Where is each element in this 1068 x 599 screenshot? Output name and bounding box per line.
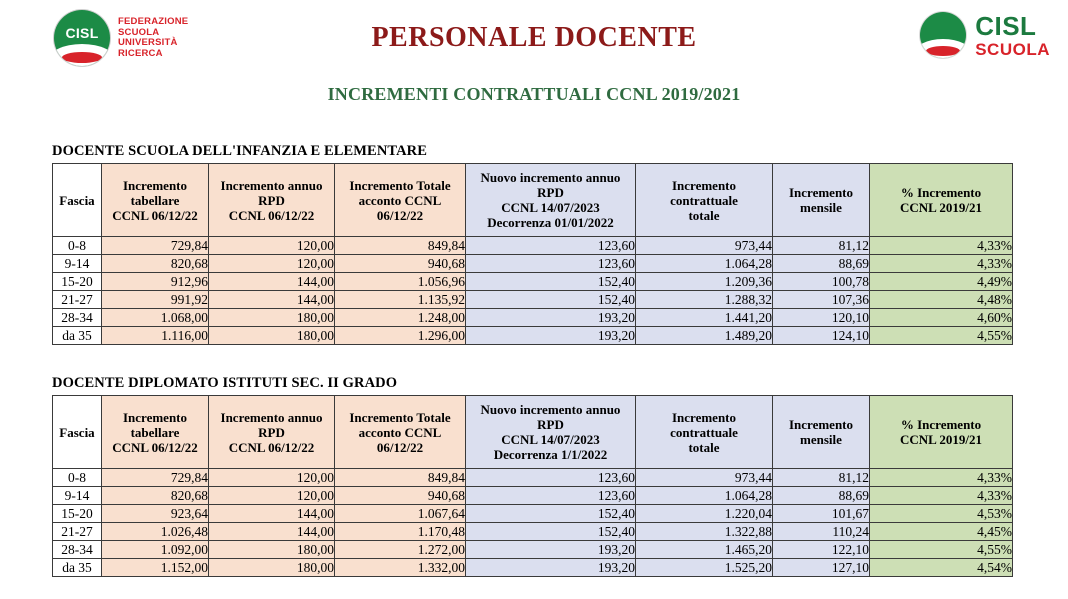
table-cell: 1.272,00: [335, 541, 466, 559]
column-header-line: Incremento Totale: [349, 177, 451, 193]
cisl-circle-icon-right: [920, 12, 966, 58]
table-cell: 4,49%: [870, 273, 1013, 291]
table-header-row: [53, 164, 1013, 237]
table-cell: 120,00: [209, 237, 335, 255]
table-cell: 180,00: [209, 559, 335, 577]
column-header-line: Incremento: [122, 409, 188, 425]
page-title: PERSONALE DOCENTE: [371, 22, 697, 53]
column-header-line: Fascia: [59, 192, 95, 208]
column-header-line: contrattuale: [670, 424, 738, 440]
column-header-5: [636, 164, 773, 237]
column-header-7: [870, 164, 1013, 237]
table-cell: 152,40: [466, 505, 636, 523]
table-cell: 1.116,00: [102, 327, 209, 345]
table-cell: 120,00: [209, 469, 335, 487]
column-header-line: CCNL 2019/21: [900, 432, 982, 447]
table-row: [53, 237, 1013, 255]
column-header-line: mensile: [800, 200, 842, 215]
row-label: 15-20: [53, 505, 102, 523]
row-label: 28-34: [53, 541, 102, 559]
table-row: [53, 309, 1013, 327]
table-cell: 127,10: [773, 559, 870, 577]
column-header-line: acconto CCNL: [358, 192, 442, 208]
table-cell: 820,68: [102, 255, 209, 273]
table-cell: 4,55%: [870, 327, 1013, 345]
federazione-line-4: RICERCA: [118, 47, 163, 59]
table-cell: 1.220,04: [636, 505, 773, 523]
federazione-line-1: FEDERAZIONE: [118, 16, 189, 27]
column-header-line: Decorrenza 01/01/2022: [487, 215, 614, 230]
table-cell: 193,20: [466, 309, 636, 327]
table-cell: 88,69: [773, 255, 870, 273]
table-cell: 4,54%: [870, 559, 1013, 577]
table-row: [53, 469, 1013, 487]
table-cell: 973,44: [636, 469, 773, 487]
cisl-scuola-wordmark: [975, 10, 1050, 59]
row-label: da 35: [53, 559, 102, 577]
column-header-2: [209, 164, 335, 237]
table-cell: 991,92: [102, 291, 209, 309]
logo-cisl-scuola: [920, 12, 1050, 58]
column-header-4: [466, 396, 636, 469]
table-cell: 120,10: [773, 309, 870, 327]
page-subtitle: INCREMENTI CONTRATTUALI CCNL 2019/2021: [327, 84, 741, 104]
table-body: [53, 237, 1013, 345]
table-cell: 152,40: [466, 273, 636, 291]
table-cell: 193,20: [466, 327, 636, 345]
column-header-0: [53, 164, 102, 237]
column-header-line: RPD: [537, 185, 564, 200]
table-cell: 1.170,48: [335, 523, 466, 541]
table-row: [53, 523, 1013, 541]
table-row: [53, 327, 1013, 345]
table-cell: 1.489,20: [636, 327, 773, 345]
row-label: 21-27: [53, 291, 102, 309]
table-cell: 110,24: [773, 523, 870, 541]
column-header-3: [335, 164, 466, 237]
column-header-line: Fascia: [59, 424, 95, 440]
column-header-line: mensile: [800, 432, 842, 447]
table-cell: 820,68: [102, 487, 209, 505]
table-cell: 1.209,36: [636, 273, 773, 291]
column-header-6: [773, 164, 870, 237]
row-label: 9-14: [53, 255, 102, 273]
table-cell: 1.465,20: [636, 541, 773, 559]
table-cell: 152,40: [466, 523, 636, 541]
table-header-row: [53, 396, 1013, 469]
table-cell: 1.067,64: [335, 505, 466, 523]
table-row: [53, 559, 1013, 577]
row-label: 21-27: [53, 523, 102, 541]
column-header-line: totale: [688, 439, 720, 455]
row-label: 0-8: [53, 237, 102, 255]
column-header-line: CCNL 06/12/22: [228, 207, 315, 223]
federazione-line-3: UNIVERSITÀ: [118, 37, 178, 48]
federazione-line-2: SCUOLA: [118, 26, 160, 38]
table-row: [53, 255, 1013, 273]
section-title: DOCENTE SCUOLA DELL'INFANZIA E ELEMENTARE: [52, 143, 427, 159]
column-header-line: tabellare: [130, 424, 180, 440]
table-cell: 849,84: [335, 237, 466, 255]
table-cell: 193,20: [466, 559, 636, 577]
column-header-line: Incremento: [671, 409, 737, 425]
page-header: [0, 0, 1068, 115]
row-label: 15-20: [53, 273, 102, 291]
cisl-wordmark-scuola: SCUOLA: [975, 39, 1050, 59]
column-header-line: Nuovo incremento annuo: [480, 170, 621, 185]
column-header-line: tabellare: [130, 192, 180, 208]
column-header-5: [636, 396, 773, 469]
table-cell: 122,10: [773, 541, 870, 559]
column-header-line: CCNL 06/12/22: [112, 439, 198, 455]
table-cell: 1.092,00: [102, 541, 209, 559]
table-cell: 100,78: [773, 273, 870, 291]
table-cell: 4,48%: [870, 291, 1013, 309]
table-row: [53, 487, 1013, 505]
table-row: [53, 291, 1013, 309]
row-label: da 35: [53, 327, 102, 345]
table-cell: 88,69: [773, 487, 870, 505]
column-header-line: Incremento annuo: [220, 409, 323, 425]
table-row: [53, 505, 1013, 523]
table-cell: 81,12: [773, 237, 870, 255]
column-header-line: Decorrenza 1/1/2022: [493, 447, 608, 462]
table-cell: 120,00: [209, 487, 335, 505]
column-header-line: RPD: [537, 417, 564, 432]
cisl-badge-label: CISL: [65, 25, 99, 41]
table-cell: 1.135,92: [335, 291, 466, 309]
table-cell: 1.322,88: [636, 523, 773, 541]
row-label: 28-34: [53, 309, 102, 327]
table-cell: 180,00: [209, 541, 335, 559]
column-header-3: [335, 396, 466, 469]
table-cell: 4,53%: [870, 505, 1013, 523]
table-cell: 1.068,00: [102, 309, 209, 327]
column-header-line: CCNL 14/07/2023: [501, 200, 600, 215]
column-header-line: CCNL 06/12/22: [228, 439, 315, 455]
table-cell: 940,68: [335, 487, 466, 505]
table-cell: 144,00: [209, 505, 335, 523]
table-cell: 940,68: [335, 255, 466, 273]
table-header: [53, 396, 1013, 469]
column-header-4: [466, 164, 636, 237]
table-cell: 144,00: [209, 291, 335, 309]
column-header-6: [773, 396, 870, 469]
table-cell: 1.056,96: [335, 273, 466, 291]
column-header-line: CCNL 06/12/22: [112, 207, 198, 223]
column-header-7: [870, 396, 1013, 469]
table-cell: 1.026,48: [102, 523, 209, 541]
table-cell: 1.525,20: [636, 559, 773, 577]
table-cell: 923,64: [102, 505, 209, 523]
table-cell: 912,96: [102, 273, 209, 291]
column-header-line: CCNL 14/07/2023: [501, 432, 600, 447]
table-cell: 1.441,20: [636, 309, 773, 327]
table-cell: 729,84: [102, 469, 209, 487]
column-header-line: Incremento: [788, 185, 854, 200]
column-header-line: % Incremento: [900, 417, 982, 432]
table-row: [53, 541, 1013, 559]
table-cell: 4,33%: [870, 487, 1013, 505]
logo-red-band-right: [926, 46, 960, 56]
table-cell: 123,60: [466, 469, 636, 487]
table-cell: 849,84: [335, 469, 466, 487]
table-cell: 120,00: [209, 255, 335, 273]
column-header-line: Incremento annuo: [220, 177, 323, 193]
table-cell: 4,33%: [870, 469, 1013, 487]
table-cell: 152,40: [466, 291, 636, 309]
cisl-wordmark-cisl: CISL: [975, 10, 1037, 41]
column-header-line: Incremento: [788, 417, 854, 432]
column-header-line: acconto CCNL: [358, 424, 442, 440]
table-cell: 1.152,00: [102, 559, 209, 577]
table-cell: 1.064,28: [636, 487, 773, 505]
column-header-0: [53, 396, 102, 469]
increments-table-diplomato-sec-ii-grado: [52, 395, 1013, 577]
section-title: DOCENTE DIPLOMATO ISTITUTI SEC. II GRADO: [52, 375, 398, 391]
table-cell: 180,00: [209, 327, 335, 345]
column-header-1: [102, 164, 209, 237]
row-label: 0-8: [53, 469, 102, 487]
column-header-line: CCNL 2019/21: [900, 200, 982, 215]
table-cell: 180,00: [209, 309, 335, 327]
table-cell: 1.296,00: [335, 327, 466, 345]
table-cell: 107,36: [773, 291, 870, 309]
column-header-line: 06/12/22: [376, 439, 424, 455]
column-header-line: contrattuale: [670, 192, 738, 208]
table-cell: 101,67: [773, 505, 870, 523]
table-cell: 4,33%: [870, 237, 1013, 255]
table-cell: 4,60%: [870, 309, 1013, 327]
table-body: [53, 469, 1013, 577]
table-block-diplomato-sec-ii-grado: [52, 375, 1013, 577]
table-header: [53, 164, 1013, 237]
increments-table-infanzia-elementare: [52, 163, 1013, 345]
column-header-line: Incremento Totale: [349, 409, 451, 425]
table-cell: 123,60: [466, 487, 636, 505]
table-cell: 144,00: [209, 273, 335, 291]
row-label: 9-14: [53, 487, 102, 505]
table-cell: 124,10: [773, 327, 870, 345]
column-header-line: Incremento: [122, 177, 188, 193]
table-row: [53, 273, 1013, 291]
table-cell: 4,55%: [870, 541, 1013, 559]
table-cell: 81,12: [773, 469, 870, 487]
table-block-infanzia-elementare: [52, 143, 1013, 345]
table-cell: 1.288,32: [636, 291, 773, 309]
column-header-line: totale: [688, 207, 720, 223]
table-cell: 4,33%: [870, 255, 1013, 273]
table-cell: 193,20: [466, 541, 636, 559]
table-cell: 1.248,00: [335, 309, 466, 327]
table-cell: 973,44: [636, 237, 773, 255]
table-cell: 144,00: [209, 523, 335, 541]
column-header-line: 06/12/22: [376, 207, 424, 223]
column-header-line: Nuovo incremento annuo: [480, 402, 621, 417]
table-cell: 4,45%: [870, 523, 1013, 541]
table-cell: 1.332,00: [335, 559, 466, 577]
column-header-1: [102, 396, 209, 469]
table-cell: 123,60: [466, 255, 636, 273]
table-cell: 1.064,28: [636, 255, 773, 273]
table-cell: 123,60: [466, 237, 636, 255]
table-cell: 729,84: [102, 237, 209, 255]
column-header-2: [209, 396, 335, 469]
column-header-line: RPD: [258, 192, 285, 208]
column-header-line: Incremento: [671, 177, 737, 193]
column-header-line: RPD: [258, 424, 285, 440]
column-header-line: % Incremento: [900, 185, 982, 200]
